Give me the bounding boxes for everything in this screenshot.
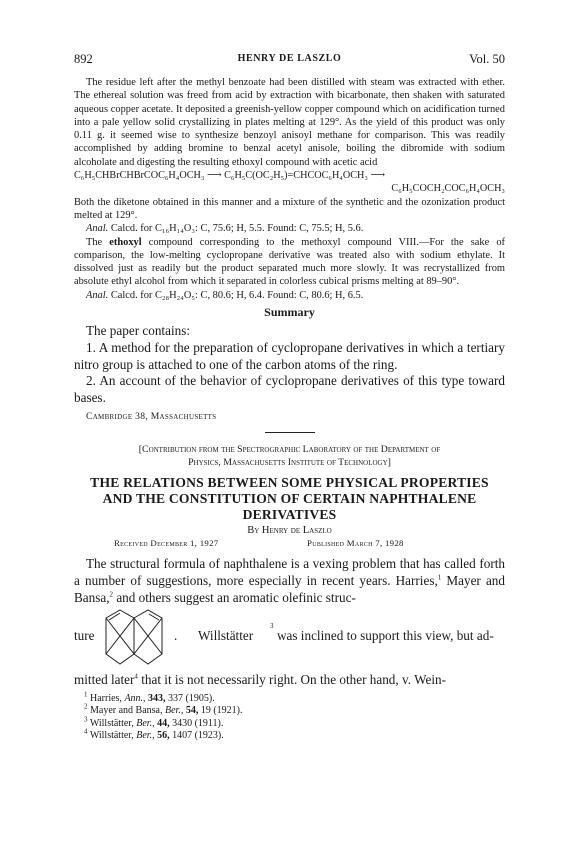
analysis-label: Anal. xyxy=(86,289,109,301)
footnote-journal: Ber., xyxy=(164,705,184,717)
experimental-paragraph-2: Both the diketone obtained in this manner and a mixture of the synthetic and the ozonization product melted at 129°. xyxy=(74,196,505,221)
body-line-4a: mitted later xyxy=(74,672,135,688)
footnote-marker-1: 1 xyxy=(437,573,442,582)
struct-word-willstatter: Willstätter xyxy=(198,628,254,644)
section-divider xyxy=(265,432,315,433)
contribution-line-1: [Contribution from the Spectrographic Laboratory of the Department of xyxy=(138,444,441,456)
volume-label: Vol. 50 xyxy=(469,52,505,66)
body-line-2-rest: and others suggest an aromatic olefinic struc- xyxy=(116,589,356,605)
dates-line xyxy=(74,538,505,550)
structure-row: ture . Willstätter 3 was inclined to support this view, but ad- xyxy=(74,606,505,672)
article-body-paragraph xyxy=(74,556,505,606)
footnote-1 xyxy=(84,690,505,705)
article-title xyxy=(74,475,505,523)
footnote-pages: 3430 (1911). xyxy=(172,717,224,729)
footnote-volume: 56, xyxy=(157,729,170,741)
body-line-1: The structural formula of naphthalene is a vexing problem that has called forth a number of suggestions, more especially in recent years. xyxy=(74,556,505,588)
page xyxy=(74,52,505,742)
contribution-line-2: Physics, Massachusetts Institute of Technology] xyxy=(188,457,391,469)
footnote-2 xyxy=(84,705,505,717)
ref-mayer-bansa: Mayer and Bansa, xyxy=(74,572,505,605)
page-number: 892 xyxy=(74,52,93,66)
footnote-number: 3 xyxy=(84,715,88,724)
author-location: Cambridge 38, Massachusetts xyxy=(86,411,217,423)
analysis-values: Calcd. for C₂₈H₂₄O₅: C, 80.6; H, 6.4. Found: C, 80.6; H, 6.5. xyxy=(110,289,364,301)
summary-item-2: 2. An account of the behavior of cyclopropane derivatives of this type toward bases. xyxy=(74,373,505,406)
footnote-marker-4: 4 xyxy=(134,673,138,682)
para3-bold-term: ethoxyl xyxy=(109,236,142,248)
naphthalene-structure-icon xyxy=(104,606,166,672)
running-header xyxy=(74,52,505,68)
footnote-volume: 54, xyxy=(185,705,199,717)
struct-dot: . xyxy=(174,628,178,644)
title-line-2: AND THE CONSTITUTION OF CERTAIN NAPHTHALENE xyxy=(102,491,477,507)
footnote-pages: 19 (1921). xyxy=(200,705,243,717)
struct-word-right: was inclined to support this view, but ad- xyxy=(277,628,494,644)
running-title: HENRY DE LASZLO xyxy=(237,53,342,64)
analysis-label: Anal. xyxy=(86,223,109,235)
footnote-pages: 1407 (1923). xyxy=(172,729,224,741)
footnote-volume: 44, xyxy=(157,717,170,729)
footnote-author: Mayer and Bansa, xyxy=(90,705,163,717)
footnotes xyxy=(74,690,505,742)
title-line-3: DERIVATIVES xyxy=(242,507,337,523)
published-date: Published March 7, 1928 xyxy=(307,538,404,549)
footnote-number: 4 xyxy=(84,727,88,736)
footnote-journal: Ber., xyxy=(136,729,155,741)
footnote-number: 2 xyxy=(84,703,88,712)
equation-line-2: C₆H₅COCH₂COC₆H₄OCH₃ xyxy=(391,183,505,195)
footnote-journal: Ber., xyxy=(136,717,155,729)
title-line-1: THE RELATIONS BETWEEN SOME PHYSICAL PROPERTIES xyxy=(90,475,489,491)
experimental-paragraph-1: The residue left after the methyl benzoate had been distilled with steam was extracted with ether. The ethereal solution was freed from acid by extraction with bicarbonate, then shaken with saturated aqueous copper acetate. It deposited a greenish-yellow copper compound which on acidification turned into a pale yellow solid crystallizing in plates melting at 129°. As the yield of this product was only 0.11 g. it seemed wise to synthesize benzoyl anisoyl methane for comparison. This was readily accomplished by adding bromine to benzal acetyl anisole, boiling the dibromide with sodium alcoholate and digesting the resulting ethoxyl compound with acetic acid xyxy=(74,77,505,168)
byline: By Henry de Laszlo xyxy=(247,525,332,537)
body-line-4b: that it is not necessarily right. On the other hand, v. Wein- xyxy=(141,672,446,688)
experimental-paragraph-3 xyxy=(74,236,505,289)
analysis-values: Calcd. for C₁₆H₁₄O₃: C, 75.6; H, 5.5. Found: C, 75.5; H, 5.6. xyxy=(110,223,364,235)
summary-item-1: 1. A method for the preparation of cyclopropane derivatives in which a tertiary nitro group is attached to one of the carbon atoms of the ring. xyxy=(74,339,505,372)
footnote-journal: Ann., xyxy=(124,693,146,705)
footnote-marker-2: 2 xyxy=(109,590,114,599)
footnote-author: Harries, xyxy=(90,693,122,705)
struct-word-left: ture xyxy=(74,628,95,644)
analysis-2 xyxy=(74,289,505,302)
footnote-author: Willstätter, xyxy=(89,717,134,729)
analysis-1 xyxy=(74,222,505,235)
footnote-3 xyxy=(84,715,505,730)
footnote-4 xyxy=(84,727,505,742)
footnote-volume: 343, xyxy=(148,693,166,705)
summary-intro: The paper contains: xyxy=(86,323,190,339)
footnote-author: Willstätter, xyxy=(89,729,134,741)
body-line-4 xyxy=(74,672,505,689)
equation-line-1: C₆H₅CHBrCHBrCOC₆H₄OCH₃ ⟶ C₆H₅C(OC₂H₅)=CHCOC₆H₄OCH₃ ⟶ xyxy=(74,170,386,182)
ref-harries: Harries, xyxy=(395,572,438,588)
para3-lead: The xyxy=(86,236,103,248)
summary-heading: Summary xyxy=(264,305,315,320)
footnote-pages: 337 (1905). xyxy=(168,693,215,705)
footnote-number: 1 xyxy=(84,690,88,699)
received-date: Received December 1, 1927 xyxy=(114,538,219,549)
para3-body: compound corresponding to the methoxyl compound VIII.—For the sake of comparison, the low-melting cyclopropane derivative was treated also with sodium ethylate. It dissolved just as readily but the product separated much more slowly. It was recrystallized from absolute ethyl alcohol from which it separated in colorless cubical prisms melting at 89–90°. xyxy=(74,236,505,288)
